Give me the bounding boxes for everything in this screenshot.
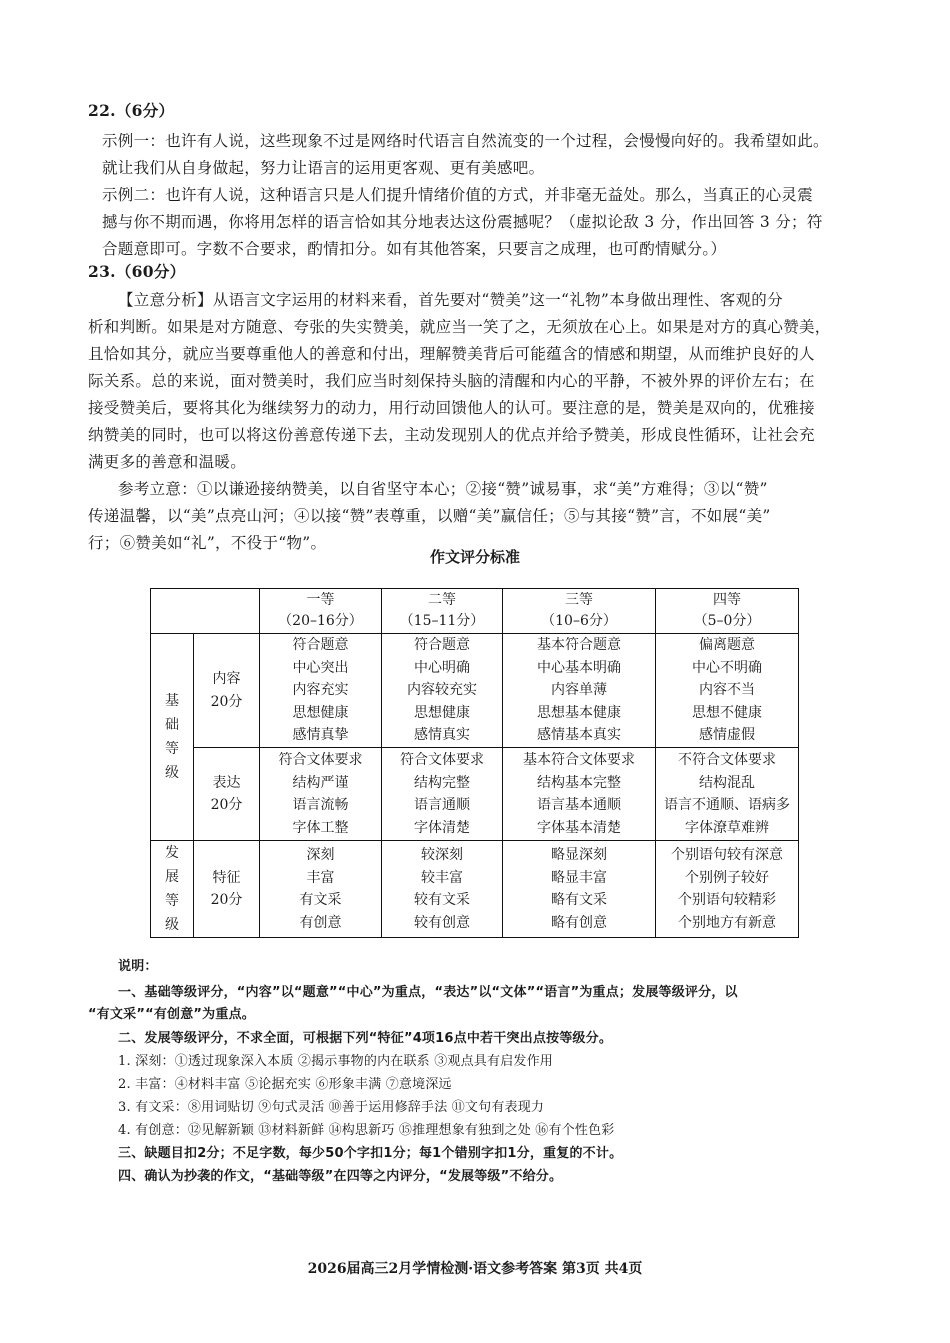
q23-analysis-line4: 际关系。总的来说，面对赞美时，我们应当时刻保持头脑的清醒和内心的平静，不被外界的评价左右；在 xyxy=(88,372,815,390)
grade-header-3: 三等 （10–6分） xyxy=(503,589,656,634)
feature-label: 特征 20分 xyxy=(194,841,260,938)
feature-grade-4: 个别语句较有深意 个别例子较好 个别语句较精彩 个别地方有新意 xyxy=(656,841,799,938)
q23-reference-line1: 参考立意：①以谦逊接纳赞美，以自省坚守本心；②接“赞”诚易事，求“美”方难得；③以“赞” xyxy=(118,480,768,498)
note-1-line2: “有文采”“有创意”为重点。 xyxy=(88,1007,255,1022)
q23-analysis-line7: 满更多的善意和温暖。 xyxy=(88,453,247,471)
q22-example2-line3: 合题意即可。字数不合要求，酌情扣分。如有其他答案，只要言之成理，也可酌情赋分。） xyxy=(102,240,727,258)
note-2-sub-1: 1. 深刻：①透过现象深入本质 ②揭示事物的内在联系 ③观点具有启发作用 xyxy=(118,1054,554,1069)
q23-analysis-line6: 纳赞美的同时，也可以将这份善意传递下去，主动发现别人的优点并给予赞美，形成良性循环，让社会充 xyxy=(88,426,815,444)
rubric-row-expression xyxy=(151,748,799,841)
note-3: 三、缺题目扣2分；不足字数，每少50个字扣1分；每1个错别字扣1分，重复的不计。 xyxy=(118,1146,623,1161)
grade-header-2: 二等 （15–11分） xyxy=(382,589,503,634)
grade-header-4: 四等 （5–0分） xyxy=(656,589,799,634)
q23-analysis-line5: 接受赞美后，要将其化为继续努力的动力，用行动回馈他人的认可。要注意的是，赞美是双向的，优雅接 xyxy=(88,399,815,417)
q22-heading: 22.（6分） xyxy=(88,101,175,120)
expression-grade-4: 不符合文体要求 结构混乱 语言不通顺、语病多 字体潦草难辨 xyxy=(656,748,799,841)
note-2-sub-4: 4. 有创意：⑫见解新颖 ⑬材料新鲜 ⑭构思新巧 ⑮推理想象有独到之处 ⑯有个性色彩 xyxy=(118,1123,615,1138)
rubric-table xyxy=(150,588,799,938)
q23-analysis-line2: 析和判断。如果是对方随意、夸张的失实赞美，就应当一笑了之，无须放在心上。如果是对方的真心赞美， xyxy=(88,318,831,336)
q23-reference-line2: 传递温馨，以“美”点亮山河；④以接“赞”表尊重，以赠“美”赢信任；⑤与其接“赞”言，不如展“美” xyxy=(88,507,771,525)
note-2-sub-2: 2. 丰富：④材料丰富 ⑤论据充实 ⑥形象丰满 ⑦意境深远 xyxy=(118,1077,452,1092)
q22-example1-line1: 示例一：也许有人说，这些现象不过是网络时代语言自然流变的一个过程，会慢慢向好的。我希望如此。 xyxy=(102,132,829,150)
expression-grade-2: 符合文体要求 结构完整 语言通顺 字体清楚 xyxy=(382,748,503,841)
page-footer: 2026届高三2月学情检测·语文参考答案 第3页 共4页 xyxy=(307,1261,643,1277)
rubric-row-feature xyxy=(151,841,799,938)
q23-analysis-line1: 【立意分析】从语言文字运用的材料来看，首先要对“赞美”这一“礼物”本身做出理性、客观的分 xyxy=(118,291,783,309)
feature-grade-2: 较深刻 较丰富 较有文采 较有创意 xyxy=(382,841,503,938)
rubric-row-content xyxy=(151,634,799,748)
note-4: 四、确认为抄袭的作文，“基础等级”在四等之内评分，“发展等级”不给分。 xyxy=(118,1169,563,1184)
q23-heading: 23.（60分） xyxy=(88,262,186,281)
content-grade-1: 符合题意 中心突出 内容充实 思想健康 感情真挚 xyxy=(260,634,382,748)
q22-example2-line1: 示例二：也许有人说，这种语言只是人们提升情绪价值的方式，并非毫无益处。那么，当真正的心灵震 xyxy=(102,186,814,204)
rubric-title: 作文评分标准 xyxy=(429,548,520,566)
note-2: 二、发展等级评分，不求全面，可根据下列“特征”4项16点中若干突出点按等级分。 xyxy=(118,1031,613,1046)
q22-example1-line2: 就让我们从自身做起，努力让语言的运用更客观、更有美感吧。 xyxy=(102,159,545,177)
expression-label: 表达 20分 xyxy=(194,748,260,841)
content-grade-3: 基本符合题意 中心基本明确 内容单薄 思想基本健康 感情基本真实 xyxy=(503,634,656,748)
content-grade-2: 符合题意 中心明确 内容较充实 思想健康 感情真实 xyxy=(382,634,503,748)
note-2-sub-3: 3. 有文采：⑧用词贴切 ⑨句式灵活 ⑩善于运用修辞手法 ⑪文句有表现力 xyxy=(118,1100,545,1115)
basic-level-label: 基 础 等 级 xyxy=(151,634,194,841)
q23-reference-line3: 行；⑥赞美如“礼”，不役于“物”。 xyxy=(88,534,327,552)
notes-heading: 说明： xyxy=(118,959,158,974)
q23-analysis-line3: 且恰如其分，就应当要尊重他人的善意和付出，理解赞美背后可能蕴含的情感和期望，从而维护良好的人 xyxy=(88,345,815,363)
q22-example2-line2: 撼与你不期而遇，你将用怎样的语言恰如其分地表达这份震撼呢？（虚拟论敌 3 分，作出回答 3 分；符 xyxy=(102,213,823,231)
rubric-header-row xyxy=(151,589,799,634)
rubric-corner-cell xyxy=(151,589,260,634)
feature-grade-1: 深刻 丰富 有文采 有创意 xyxy=(260,841,382,938)
feature-grade-3: 略显深刻 略显丰富 略有文采 略有创意 xyxy=(503,841,656,938)
expression-grade-1: 符合文体要求 结构严谨 语言流畅 字体工整 xyxy=(260,748,382,841)
development-level-label: 发 展 等 级 xyxy=(151,841,194,938)
note-1-line1: 一、基础等级评分，“内容”以“题意”“中心”为重点，“表达”以“文体”“语言”为重点；发展等级评分，以 xyxy=(118,985,738,1000)
grade-header-1: 一等 （20–16分） xyxy=(260,589,382,634)
content-label: 内容 20分 xyxy=(194,634,260,748)
content-grade-4: 偏离题意 中心不明确 内容不当 思想不健康 感情虚假 xyxy=(656,634,799,748)
expression-grade-3: 基本符合文体要求 结构基本完整 语言基本通顺 字体基本清楚 xyxy=(503,748,656,841)
